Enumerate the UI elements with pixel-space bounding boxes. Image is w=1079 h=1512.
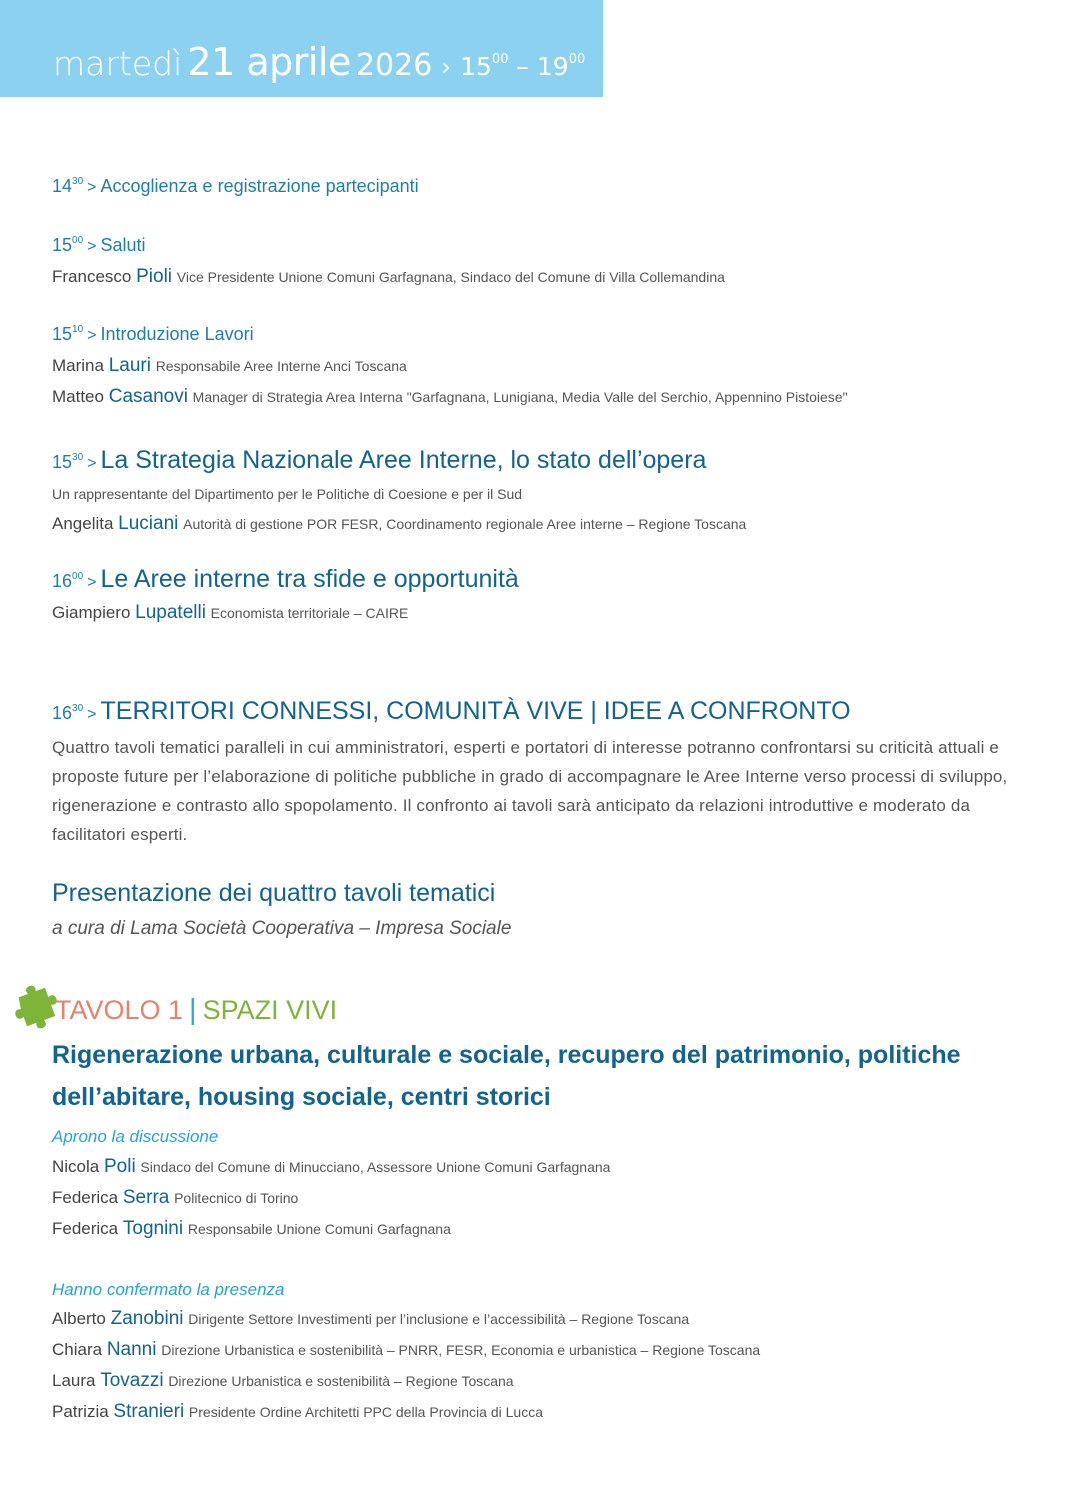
item-title: La Strategia Nazionale Aree Interne, lo stato dell’opera [100,446,707,474]
speaker [52,386,848,408]
header-day: martedì [53,44,183,83]
speaker-first-name: Laura [52,1371,96,1390]
time: $15^{30}$ [52,452,84,472]
arrow-icon: > [87,455,97,472]
speaker-role: Manager di Strategia Area Interna "Garfagnana, Lunigiana, Media Valle del Serchio, Appennino Pistoiese" [192,389,848,405]
time-dash: – [516,52,529,81]
item-title: Accoglienza e registrazione partecipanti [100,176,419,196]
speaker-first-name: Nicola [52,1157,100,1176]
openers-label: Aprono la discussione [52,1127,219,1146]
header-separator: › [441,53,452,81]
arrow-icon: > [87,574,97,591]
speaker-first-name: Marina [52,356,104,375]
speaker-surname: Nanni [106,1339,157,1360]
speaker-first-name: Federica [52,1219,119,1238]
item-title: Introduzione Lavori [100,324,254,344]
time: $15^{00}$ [52,235,84,255]
speaker [52,513,746,535]
speaker-surname: Lupatelli [135,602,206,623]
speaker-surname: Luciani [118,513,179,534]
presentation-title: Presentazione dei quattro tavoli tematici [52,879,496,907]
speaker [52,602,408,624]
speaker-role: Dirigente Settore Investimenti per l’inclusione e l’accessibilità – Regione Toscana [188,1311,690,1327]
tavolo-topic: Rigenerazione urbana, culturale e sociale, recupero del patrimonio, politiche dell’abitare, housing sociale, centri storici [52,1041,961,1111]
item-title: TERRITORI CONNESSI, COMUNITÀ VIVE | IDEE A CONFRONTO [100,697,851,725]
speaker-role: Responsabile Unione Comuni Garfagnana [187,1221,451,1237]
speaker-surname: Zanobini [110,1308,184,1329]
speaker [52,355,407,377]
start-min: 00 [491,52,509,67]
speaker-role: Vice Presidente Unione Comuni Garfagnana, Sindaco del Comune di Villa Collemandina [176,269,725,285]
end-min: 00 [568,52,586,67]
speaker-role: Sindaco del Comune di Minucciano, Assessore Unione Comuni Garfagnana [140,1159,611,1175]
program-item-strategia [52,446,706,475]
speaker [52,266,725,288]
speaker-first-name: Alberto [52,1309,106,1328]
header-time [460,52,585,81]
speaker-role: Politecnico di Torino [174,1190,299,1206]
program-item-saluti [52,235,146,256]
speaker-surname: Serra [122,1187,170,1208]
tavolo-number: TAVOLO 1 [55,995,184,1025]
program-item-territori-connessi [52,697,851,726]
arrow-icon: > [87,706,97,723]
speaker-role: Direzione Urbanistica e sostenibilità – PNRR, FESR, Economia e urbanistica – Regione Toscana [161,1342,761,1358]
tavolo-name: SPAZI VIVI [202,995,338,1025]
representative-note: Un rappresentante del Dipartimento per le Politiche di Coesione e per il Sud [52,486,523,502]
speaker-first-name: Angelita [52,514,114,533]
arrow-icon: > [87,238,97,255]
speaker-surname: Tognini [122,1218,184,1239]
speaker-surname: Pioli [136,266,173,287]
speaker-first-name: Francesco [52,267,132,286]
speaker-first-name: Matteo [52,387,104,406]
item-title: Saluti [100,235,146,255]
confirmed-speaker [52,1401,543,1423]
speaker-role: Autorità di gestione POR FESR, Coordinamento regionale Aree interne – Regione Toscana [183,516,747,532]
confirmed-speaker [52,1370,514,1392]
speaker-first-name: Federica [52,1188,119,1207]
header-date-line [53,40,585,84]
start-hour: 15 [460,52,492,81]
time: $15^{10}$ [52,324,84,344]
presentation-subtitle: a cura di Lama Società Cooperativa – Impresa Sociale [52,918,512,939]
session-description: Quattro tavoli tematici paralleli in cui amministratori, esperti e portatori di interesse potranno confrontarsi su criticità attuali e proposte future per l’elaborazione di politiche pubbliche in grado di accompagnare le Aree Interne verso processi di sviluppo, rigenerazione e contrasto allo spopolamento. Il confronto ai tavoli sarà anticipato da relazioni introduttive e moderato da facilitatori esperti. [52,738,1008,844]
speaker-role: Direzione Urbanistica e sostenibilità – Regione Toscana [168,1373,514,1389]
tavolo-heading [55,994,337,1027]
speaker-role: Presidente Ordine Architetti PPC della Provincia di Lucca [188,1404,543,1420]
program-item-accoglienza [52,176,419,197]
opener-speaker [52,1218,451,1240]
time: $16^{30}$ [52,703,84,723]
confirmed-label: Hanno confermato la presenza [52,1280,285,1299]
tavolo-divider: | [189,994,197,1026]
item-title: Le Aree interne tra sfide e opportunità [100,565,519,593]
arrow-icon: > [87,327,97,344]
speaker-surname: Tovazzi [100,1370,164,1391]
speaker-role: Responsabile Aree Interne Anci Toscana [155,358,407,374]
time: $14^{30}$ [52,176,84,196]
program-item-aree-interne [52,565,519,594]
speaker-surname: Lauri [108,355,151,376]
speaker-role: Economista territoriale – CAIRE [210,605,409,621]
arrow-icon: > [87,179,97,196]
speaker-first-name: Giampiero [52,603,131,622]
confirmed-speaker [52,1308,689,1330]
date-header [0,0,603,97]
time: $16^{00}$ [52,571,84,591]
speaker-first-name: Patrizia [52,1402,109,1421]
end-hour: 19 [536,52,569,81]
confirmed-speaker [52,1339,760,1361]
opener-speaker [52,1187,298,1209]
puzzle-piece-icon [13,984,59,1030]
header-date: 21 aprile [187,40,351,84]
speaker-surname: Casanovi [108,386,188,407]
speaker-surname: Poli [103,1156,136,1177]
opener-speaker [52,1156,610,1178]
program-item-introduzione [52,324,254,345]
speaker-first-name: Chiara [52,1340,103,1359]
header-year: 2026 [355,48,433,83]
speaker-surname: Stranieri [113,1401,185,1422]
